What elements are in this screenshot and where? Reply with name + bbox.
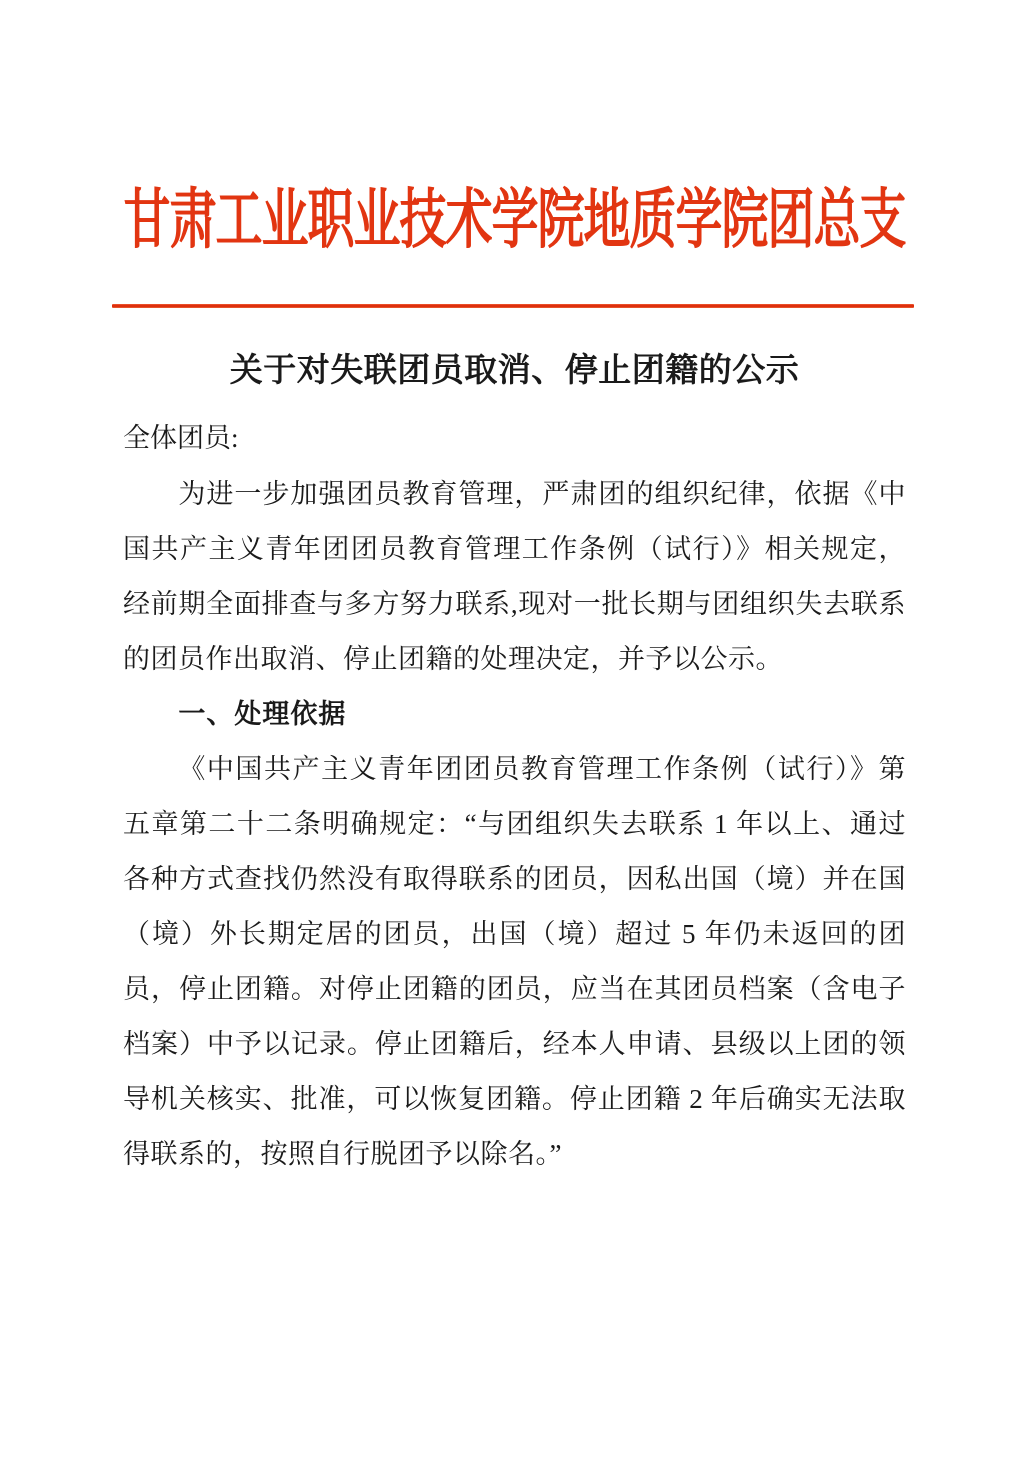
letterhead-title: 甘肃工业职业技术学院地质学院团总支 xyxy=(123,185,906,257)
letterhead-title-row xyxy=(123,185,906,257)
section1-paragraph: 《中国共产主义青年团团员教育管理工作条例（试行）》第五章第二十二条明确规定：“与团组织失去联系 1 年以上、通过各种方式查找仍然没有取得联系的团员，因私出国（境）并在国（境）外长期定居的团员，出国（境）超过 5 年仍未返回的团员，停止团籍。对停止团籍的团员，应当在其团员档案（含电子档案）中予以记录。停止团籍后，经本人申请、县级以上团的领导机关核实、批准，可以恢复团籍。停止团籍 2 年后确实无法取得联系的，按照自行脱团予以除名。” xyxy=(123,753,906,1169)
notice-title: 关于对失联团员取消、停止团籍的公示 xyxy=(229,353,800,389)
salutation: 全体团员: xyxy=(123,422,239,453)
notice-body xyxy=(123,350,906,1182)
intro-paragraph: 为进一步加强团员教育管理，严肃团的组织纪律，依据《中国共产主义青年团团员教育管理工作条例（试行）》相关规定，经前期全面排查与多方努力联系,现对一批长期与团组织失去联系的团员作出取消、停止团籍的处理决定，并予以公示。 xyxy=(123,478,906,674)
letterhead xyxy=(123,186,906,308)
letterhead-divider-line xyxy=(112,304,914,308)
section1-heading: 一、处理依据 xyxy=(178,698,347,729)
